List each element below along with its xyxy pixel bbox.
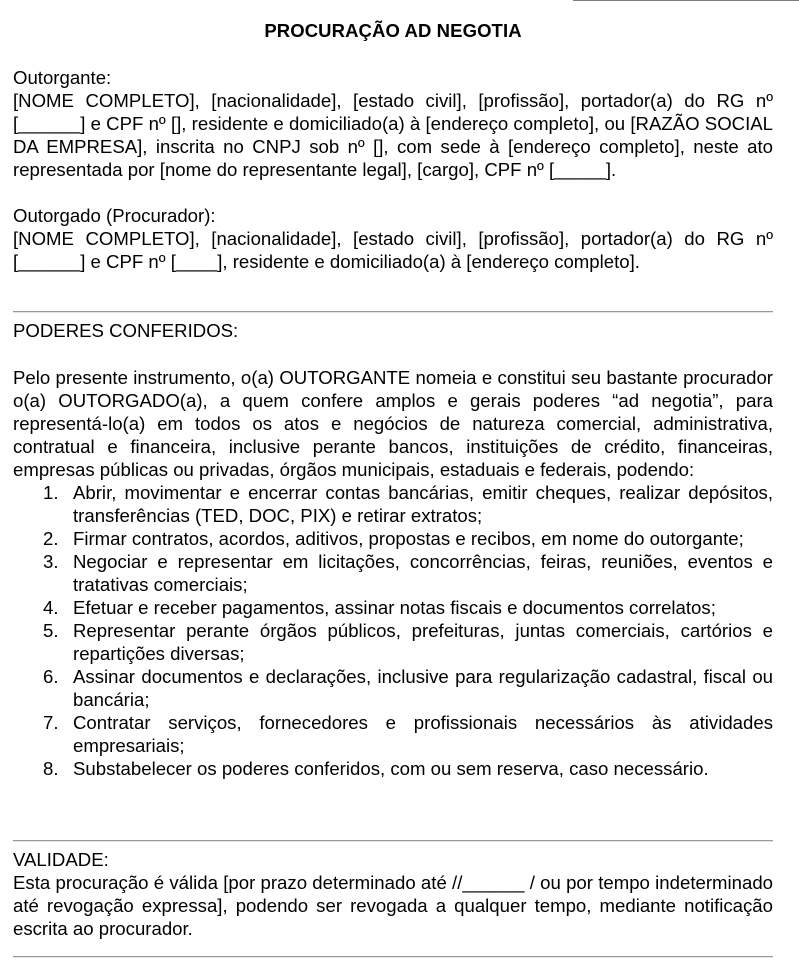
list-item [13, 527, 773, 550]
list-item [13, 619, 773, 665]
divider [13, 956, 773, 958]
list-item [13, 757, 773, 780]
list-item-text: Efetuar e receber pagamentos, assinar notas fiscais e documentos correlatos; [73, 597, 716, 618]
outorgante-label: Outorgante: [13, 67, 112, 88]
list-item-text: Firmar contratos, acordos, aditivos, propostas e recibos, em nome do outorgante; [73, 528, 744, 549]
list-item-text: Contratar serviços, fornecedores e profissionais necessários às atividades empresariais; [73, 712, 773, 756]
list-item-text: Assinar documentos e declarações, inclusive para regularização cadastral, fiscal ou bancária; [73, 666, 773, 710]
list-number: 6. [43, 666, 59, 687]
outorgante-section [13, 66, 773, 181]
validade-text: Esta procuração é válida [por prazo determinado até //______ / ou por tempo indeterminado até revogação expressa], podendo ser revogada a qualquer tempo, mediante notificação escrita ao procurador. [13, 872, 773, 939]
divider [13, 840, 773, 842]
outorgado-label: Outorgado (Procurador): [13, 205, 216, 226]
poderes-body [13, 366, 773, 780]
list-item [13, 481, 773, 527]
list-item-text: Representar perante órgãos públicos, prefeituras, juntas comerciais, cartórios e repartições diversas; [73, 620, 773, 664]
outorgante-text: [NOME COMPLETO], [nacionalidade], [estado civil], [profissão], portador(a) do RG nº [______] e CPF nº [], residente e domiciliado(a) à [endereço completo], ou [RAZÃO SOCIAL DA EMPRESA], inscrita no CNPJ sob nº [], com sede à [endereço completo], neste ato representada por [nome do representante legal], [cargo], CPF nº [_____]. [13, 90, 773, 180]
validade-heading: VALIDADE: [13, 849, 109, 870]
list-item [13, 596, 773, 619]
validade-section [13, 848, 773, 940]
outorgado-section [13, 204, 773, 273]
list-number: 2. [43, 528, 59, 549]
list-number: 3. [43, 551, 59, 572]
list-item [13, 711, 773, 757]
list-item-text: Negociar e representar em licitações, concorrências, feiras, reuniões, eventos e tratativas comerciais; [73, 551, 773, 595]
poderes-intro: Pelo presente instrumento, o(a) OUTORGANTE nomeia e constitui seu bastante procurador o(a) OUTORGADO(a), a quem confere amplos e gerais poderes “ad negotia”, para representá-lo(a) em todos os atos e negócios de natureza comercial, administrativa, contratual e financeira, inclusive perante bancos, instituições de crédito, financeiras, empresas públicas ou privadas, órgãos municipais, estaduais e federais, podendo: [13, 367, 773, 480]
list-item-text: Substabelecer os poderes conferidos, com ou sem reserva, caso necessário. [73, 758, 709, 779]
divider [13, 311, 773, 313]
poderes-list [13, 481, 773, 780]
poderes-section [13, 319, 773, 342]
document-title: PROCURAÇÃO AD NEGOTIA [264, 20, 522, 41]
list-item [13, 550, 773, 596]
top-right-box-edge [573, 0, 799, 1]
poderes-heading: PODERES CONFERIDOS: [13, 320, 239, 341]
list-number: 4. [43, 597, 59, 618]
list-item [13, 665, 773, 711]
list-number: 5. [43, 620, 59, 641]
list-number: 8. [43, 758, 59, 779]
outorgado-text: [NOME COMPLETO], [nacionalidade], [estado civil], [profissão], portador(a) do RG nº [______] e CPF nº [____], residente e domiciliado(a) à [endereço completo]. [13, 228, 773, 272]
list-number: 7. [43, 712, 59, 733]
list-item-text: Abrir, movimentar e encerrar contas bancárias, emitir cheques, realizar depósitos, transferências (TED, DOC, PIX) e retirar extratos; [73, 482, 773, 526]
list-number: 1. [43, 482, 59, 503]
